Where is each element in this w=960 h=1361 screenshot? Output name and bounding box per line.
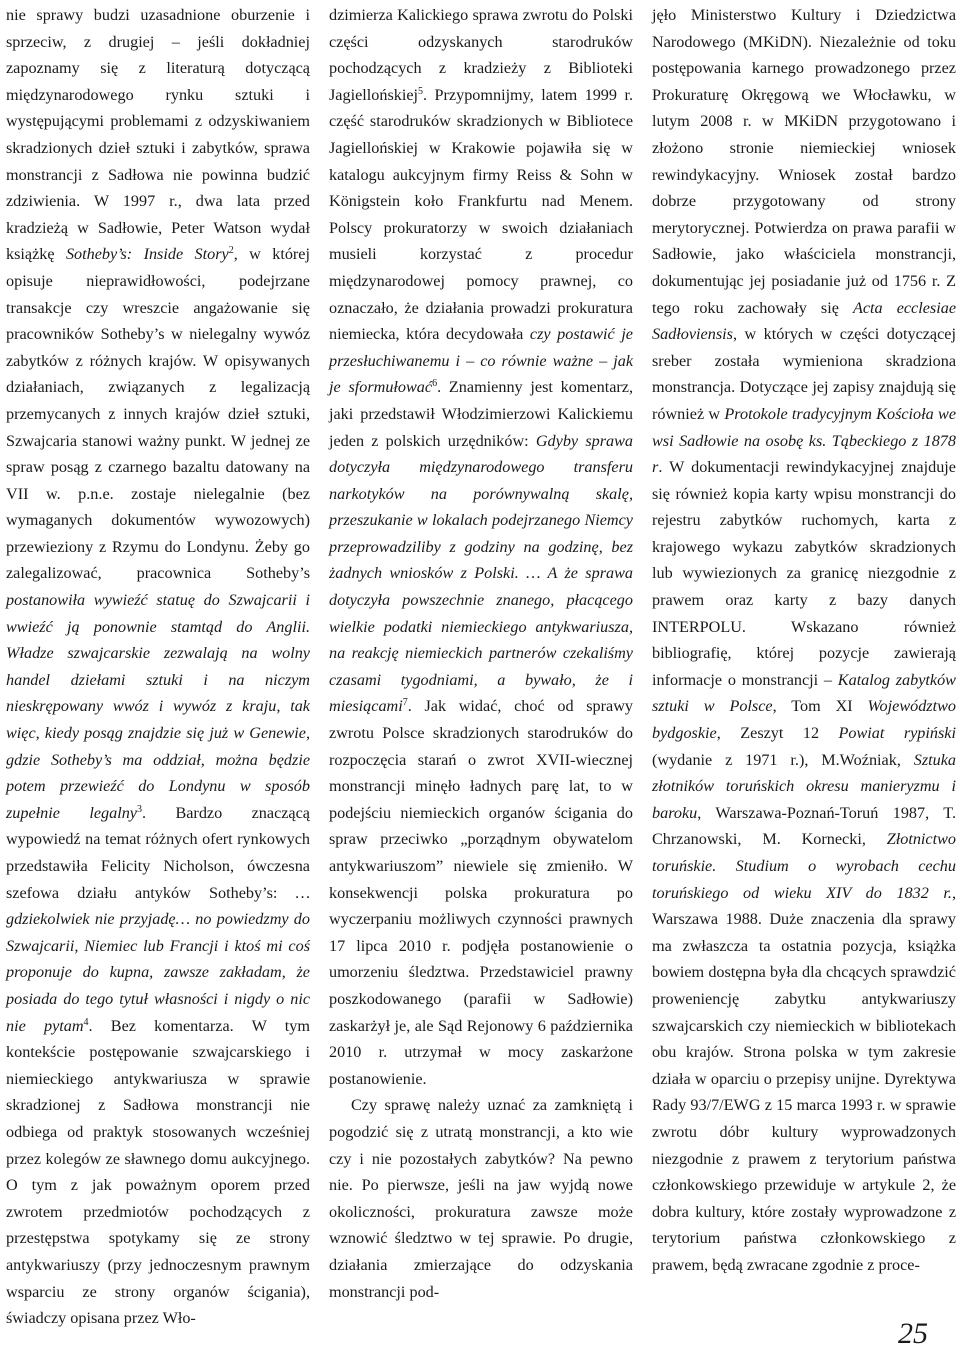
paragraph: dzimierza Kalickiego sprawa zwrotu do Polski części odzyskanych starodruków pochodzących z kradzieży z Biblioteki Jagiellońskiej$^5$. Przypomnijmy, latem 1999 r. część starodruków skradzionych w Bibliotece Jagiellońskiej w Krakowie pojawiła się w katalogu aukcyjnym firmy Reiss & Sohn w Königstein koło Frankfurtu nad Menem. Polscy prokuratorzy w swoich działaniach musieli korzystać z procedur międzynarodowej pomocy prawnej, co oznaczało, że działania prowadzi prokuratura niemiecka, która decydowała czy postawić je przesłuchiwanemu i – co równie ważne – jak je sformułować$^6$. Znamienny jest komentarz, jaki przedstawił Włodzimierzowi Kalickiemu jeden z polskich urzędników: Gdyby sprawa dotyczyła międzynarodowego transferu narkotyków na porównywalną skalę, przeszukanie w lokalach podejrzanego Niemcy przeprowadziliby z godziny na godzinę, bez żadnych wniosków z Polski. … A że sprawa dotyczyła powszechnie znanego, płacącego wielkie podatki niemieckiego antykwariusza, na reakcję niemieckich partnerów czekaliśmy czasami tygodniami, a bywało, że i miesiącami$^7$. Jak widać, choć od sprawy zwrotu Polsce skradzionych starodruków do rozpoczęcia starań o zwrot XVII-wiecznej monstrancji minęło ładnych parę lat, to w podejściu niemieckich organów ścigania do spraw przeciwko „porządnym obywatelom antykwariuszom” niewiele się zmieniło. W konsekwencji polska prokuratura po wyczerpaniu możliwych czynności prawnych 17 lipca 2010 r. podjęła postanowienie o umorzeniu śledztwa. Przedstawiciel prawny poszkodowanego (parafii w Sadłowie) zaskarżył je, ale Sąd Rejonowy 6 października 2010 r. utrzymał w mocy zaskarżone postanowienie. xyxy=(329,6,633,1088)
footnote-ref[interactable]: 2 xyxy=(228,245,234,257)
footnote-ref[interactable]: 6 xyxy=(432,378,438,390)
paragraph: jęło Ministerstwo Kultury i Dziedzictwa Narodowego (MKiDN). Niezależnie od toku postępowania karnego prowadzonego przez Prokuraturę Okręgową we Włocławku, w lutym 2008 r. w MKiDN przygotowano i złożono stronie niemieckiej wniosek rewindykacyjny. Wniosek został bardzo dobrze przygotowany od strony merytorycznej. Potwierdza on prawa parafii w Sadłowie, jako właściciela monstrancji, dokumentując jej posiadanie już od 1756 r. Z tego roku zachowały się Acta ecclesiae Sadłoviensis, w których w części dotyczącej sreber została wymieniona skradziona monstrancja. Dotyczące jej zapisy znajdują się również w Protokole tradycyjnym Kościoła we wsi Sadłowie na osobę ks. Tąbeckiego z 1878 r. W dokumentacji rewindykacyjnej znajduje się również kopia karty wpisu monstrancji do rejestru zabytków ruchomych, karta z krajowego wykazu zabytków skradzionych lub wywiezionych za granicę niezgodnie z prawem oraz karty z bazy danych INTERPOLU. Wskazano również bibliografię, której pozycje zawierają informacje o monstrancji – Katalog zabytków sztuki w Polsce, Tom XI Województwo bydgoskie, Zeszyt 12 Powiat rypiński (wydanie z 1971 r.), M.Woźniak, Sztuka złotników toruńskich okresu manieryzmu i baroku, Warszawa-Poznań-Toruń 1987, T. Chrzanowski, M. Kornecki, Złotnictwo toruńskie. Studium o wyrobach cechu toruńskiego od wieku XIV do 1832 r., Warszawa 1988. Duże znaczenia dla sprawy ma zwłaszcza ta ostatnia pozycja, książka bowiem dostępna była dla chcących sprawdzić proweniencję zabytku antykwariuszy szwajcarskich czy niemieckich w bibliotekach obu krajów. Strona polska w tym zakresie działa w oparciu o przepisy unijne. Dyrektywa Rady 93/7/EWG z 15 marca 1993 r. w sprawie zwrotu dóbr kultury wyprowadzonych niezgodnie z prawem z terytorium państwa członkowskiego przewiduje w artykule 2, że dobra kultury, które zostały wyprowadzone z terytorium państwa członkowskiego z prawem, będą zwracane zgodnie z proce- xyxy=(652,6,957,1274)
paragraph: nie sprawy budzi uzasadnione oburzenie i sprzeciw, z drugiej – jeśli dokładniej zapoznamy się z literaturą dotyczącą międzynarodowego rynku sztuki i występującymi problemami z odzyskiwaniem skradzionych dzieł sztuki i zabytków, sprawa monstrancji z Sadłowa nie powinna budzić zdziwienia. W 1997 r., dwa lata przed kradzieżą w Sadłowie, Peter Watson wydał książkę Sotheby’s: Inside Story$^2$, w której opisuje nieprawidłowości, podejrzane transakcje czy wreszcie angażowanie się pracowników Sotheby’s w nielegalny wywóz zabytków z różnych krajów. W opisywanych działaniach, związanych z legalizacją przemycanych z innych krajów dzieł sztuki, Szwajcaria stanowi ważny punkt. W jednej ze spraw posąg z czarnego bazaltu datowany na VII w. p.n.e. zostaje nielegalnie (bez wymaganych dokumentów wywozowych) przewieziony z Rzymu do Londynu. Żeby go zalegalizować, pracownica Sotheby’s postanowiła wywieźć statuę do Szwajcarii i wwieźć ją ponownie stamtąd do Anglii. Władze szwajcarskie zezwalają na wolny handel dziełami sztuki i na niczym nieskrępowany wwóz i wywóz z kraju, tak więc, kiedy posąg znajdzie się już w Genewie, gdzie Sotheby’s ma oddział, można będzie potem przewieźć do Londynu w sposób zupełnie legalny$^3$. Bardzo znaczącą wypowiedź na temat różnych ofert rynkowych przedstawiła Felicity Nicholson, ówczesna szefowa działu antyków Sotheby’s: … gdziekolwiek nie przyjadę… no powiedzmy do Szwajcarii, Niemiec lub Francji i ktoś mi coś proponuje do kupna, zawsze zakładam, że posiada do tego tytuł własności i nigdy o nic nie pytam$^4$. Bez komentarza. W tym kontekście postępowanie szwajcarskiego i niemieckiego antykwariusza w sprawie skradzionej z Sadłowa monstrancji nie odbiega od praktyk stosowanych wcześniej przez kolegów ze sławnego domu aukcyjnego. O tym z jak poważnym oporem przed zwrotem przedmiotów pochodzących z przestępstwa spotykamy się ze strony antykwariuszy (przy jednoczesnym prawnym wsparciu ze strony organów ścigania), świadczy opisana przez Wło- xyxy=(6,6,310,1328)
footnote-ref[interactable]: 3 xyxy=(137,803,142,815)
text-column-3 xyxy=(652,2,956,1279)
text-column-2 xyxy=(329,2,633,1305)
footnote-ref[interactable]: 5 xyxy=(418,85,424,97)
footnote-ref[interactable]: 7 xyxy=(402,697,408,709)
paragraph: Czy sprawę należy uznać za zamkniętą i pogodzić się z utratą monstrancji, a kto wie czy i nie pozostałych zabytków? Na pewno nie. Po pierwsze, jeśli na jaw wyjdą nowe okoliczności, prokuratura zawsze może wznowić śledztwo w tej sprawie. Po drugie, działania zmierzające do odzyskania monstrancji pod- xyxy=(329,1096,633,1301)
footnote-ref[interactable]: 4 xyxy=(83,1016,89,1028)
text-column-1 xyxy=(6,2,310,1332)
page-number: 25 xyxy=(898,1317,928,1350)
